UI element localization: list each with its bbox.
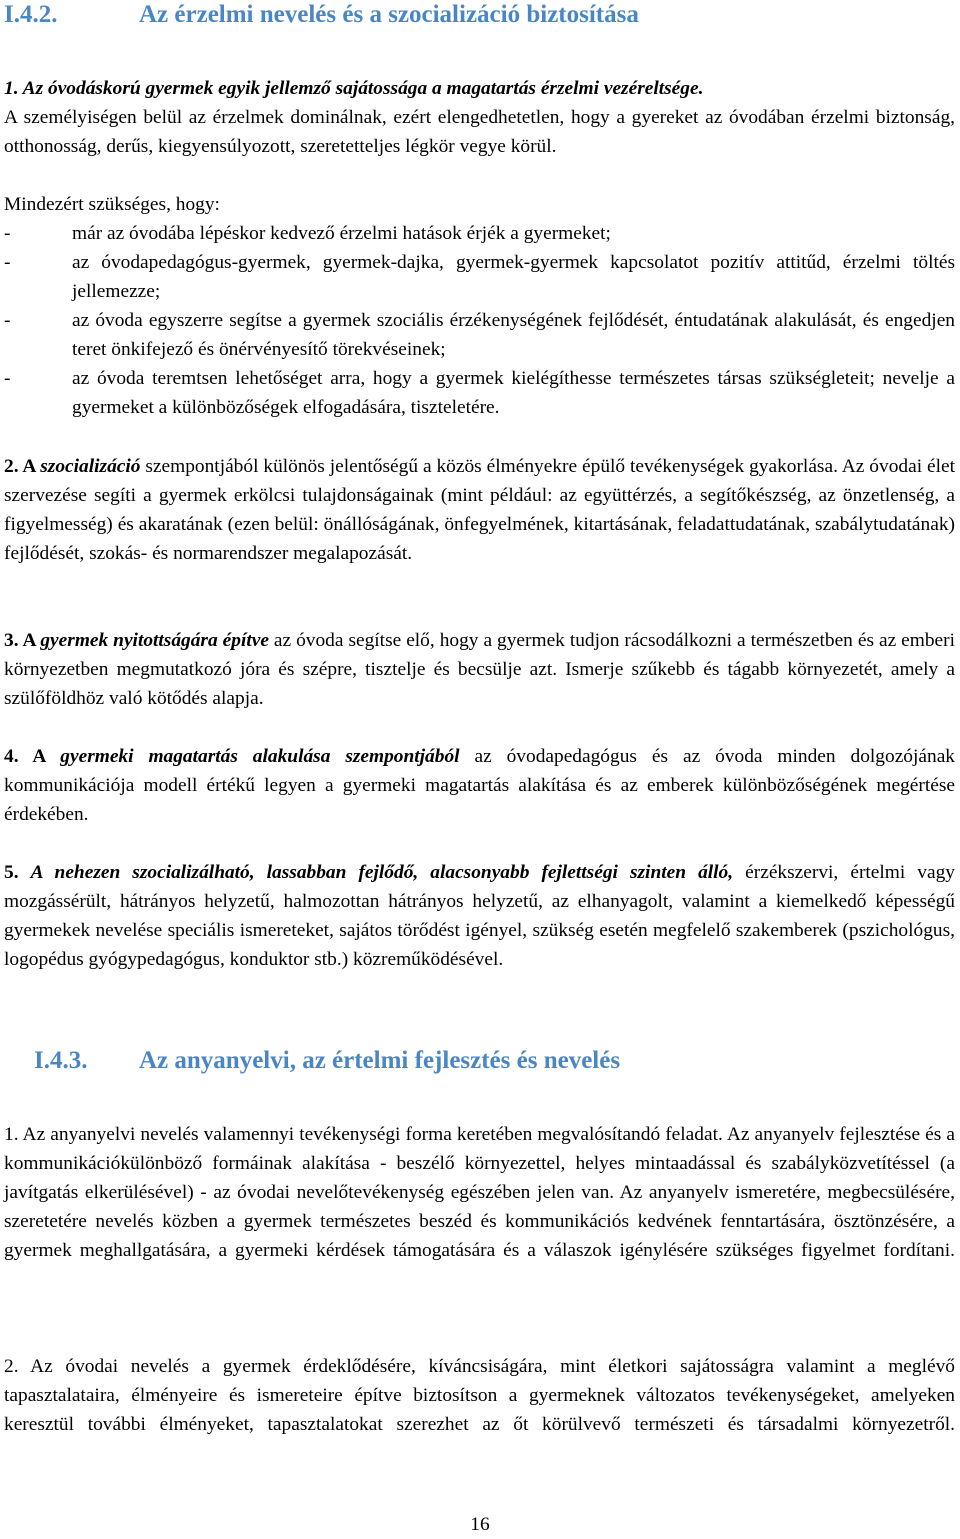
- page-number: 16: [470, 1514, 490, 1535]
- list-item-text: már az óvodába lépéskor kedvező érzelmi hatások érjék a gyermeket;: [72, 223, 611, 244]
- section-number: I.4.2.: [4, 1, 58, 28]
- bullet-marker: -: [4, 252, 11, 273]
- list-item-text: az óvodapedagógus-gyermek, gyermek-dajka, gyermek-gyermek kapcsolatot pozitív attitűd, érzelmi töltés jellemezze;: [72, 252, 955, 302]
- bullet-marker: -: [4, 310, 11, 331]
- bullet-marker: -: [4, 368, 11, 389]
- section-title: Az érzelmi nevelés és a szocializáció biztosítása: [139, 1, 639, 28]
- section-title: Az anyanyelvi, az értelmi fejlesztés és nevelés: [139, 1047, 621, 1074]
- section-number: I.4.3.: [34, 1047, 88, 1074]
- bullet-marker: -: [4, 223, 11, 244]
- section-heading: [34, 1046, 620, 1076]
- item-5-lead: 5.: [4, 862, 31, 883]
- list-item: [4, 306, 955, 364]
- item-1-lead-text: 1. Az óvodáskorú gyermek egyik jellemző sajátossága a magatartás érzelmi vezéreltsége.: [4, 78, 704, 99]
- item-2-lead: 2. A: [4, 456, 41, 477]
- item-3-paragraph: [4, 626, 955, 713]
- item-4-lead: 4. A: [4, 746, 61, 767]
- item-3-lead: 3. A: [4, 630, 41, 651]
- list-item: [4, 219, 955, 248]
- list-item: [4, 364, 955, 422]
- item-5-text: érzékszervi, értelmi vagy mozgássérült, hátrányos helyzetű, halmozottan hátrányos helyzetű, az elhanyagolt, valamint a kiemelkedő képességű gyermekek nevelése speciális ismereteket, sajátos törődést igényel, szükség esetén megfelelő szakemberek (pszichológus, logopédus gyógypedagógus, konduktor stb.) közreműködésével.: [4, 862, 955, 970]
- item-7-paragraph: 2. Az óvodai nevelés a gyermek érdeklődésére, kíváncsiságára, mint életkori sajátosságra valamint a meglévő tapasztalataira, élményeire és ismereteire építve biztosítson a gyermeknek változatos tevékenységeket, amelyeken keresztül további élményeket, tapasztalatokat szerezhet az őt körülvevő természeti és társadalmi környezetről.: [4, 1356, 955, 1435]
- item-4-emphasis: gyermeki magatartás alakulása szempontjából: [60, 746, 460, 767]
- list-item-text: az óvoda teremtsen lehetőséget arra, hogy a gyermek kielégíthesse természetes társas szükségleteit; nevelje a gyermeket a különbözőségek elfogadására, tiszteletére.: [72, 368, 955, 418]
- item-6-paragraph: 1. Az anyanyelvi nevelés valamennyi tevékenységi forma keretében megvalósítandó feladat. Az anyanyelv fejlesztése és a kommunikációkülönböző formáinak alakítása - beszélő környezettel, helyes mintaadással és szabályközvetítéssel (a javítgatás elkerülésével) - az óvodai nevelőtevékenység egészében jelen van. Az anyanyelv ismeretére, megbecsülésére, szeretetére nevelés közben a gyermek természetes beszéd és kommunikációs kedvének fenntartására, ösztönzésére, a gyermek meghallgatására, a gyermeki kérdések támogatására és a válaszok igénylésére szükséges figyelmet fordítani.: [4, 1124, 955, 1261]
- item-5-emphasis: A nehezen szocializálható, lassabban fejlődő, alacsonyabb fejlettségi szinten álló,: [30, 862, 734, 883]
- item-2-emphasis: szocializáció: [40, 456, 141, 477]
- item-5-paragraph: [4, 858, 955, 974]
- section-heading: [4, 0, 639, 30]
- list-item-text: az óvoda egyszerre segítse a gyermek szociális érzékenységének fejlődését, éntudatának alakulását, és engedjen teret önkifejező és önérvényesítő törekvéseinek;: [72, 310, 955, 360]
- item-1-intro: Mindezért szükséges, hogy:: [4, 194, 220, 215]
- item-2-text: szempontjából különös jelentőségű a közös élményekre épülő tevékenységek gyakorlása. Az óvodai élet szervezése segíti a gyermek erkölcsi tulajdonságainak (mint például: az együttérzés, a segítőkészség, az önzetlenség, a figyelmesség) és akaratának (ezen belül: önállóságának, önfegyelmének, kitartásának, feladattudatának, szabálytudatának) fejlődését, szokás- és normarendszer megalapozását.: [4, 456, 955, 564]
- item-4-text: az óvodapedagógus és az óvoda minden dolgozójának kommunikációja modell értékű legyen a gyermeki magatartás alakítása és az emberek különbözőségének megértése érdekében.: [4, 746, 955, 825]
- item-1-body: A személyiségen belül az érzelmek dominálnak, ezért elengedhetetlen, hogy a gyereket az óvodában érzelmi biztonság, otthonosság, derűs, kiegyensúlyozott, szeretetteljes légkör vegye körül.: [4, 107, 955, 157]
- list-item: [4, 248, 955, 306]
- item-4-paragraph: [4, 742, 955, 829]
- item-1-bullet-list: [4, 219, 955, 422]
- item-3-emphasis: gyermek nyitottságára építve: [40, 630, 269, 651]
- item-2-paragraph: [4, 452, 955, 568]
- item-1-lead: [4, 74, 955, 103]
- item-3-text: az óvoda segítse elő, hogy a gyermek tudjon rácsodálkozni a természetben és az emberi környezetben megmutatkozó jóra és szépre, tisztelje és becsülje azt. Ismerje szűkebb és tágabb környezetét, amely a szülőföldhöz való kötődés alapja.: [4, 630, 955, 709]
